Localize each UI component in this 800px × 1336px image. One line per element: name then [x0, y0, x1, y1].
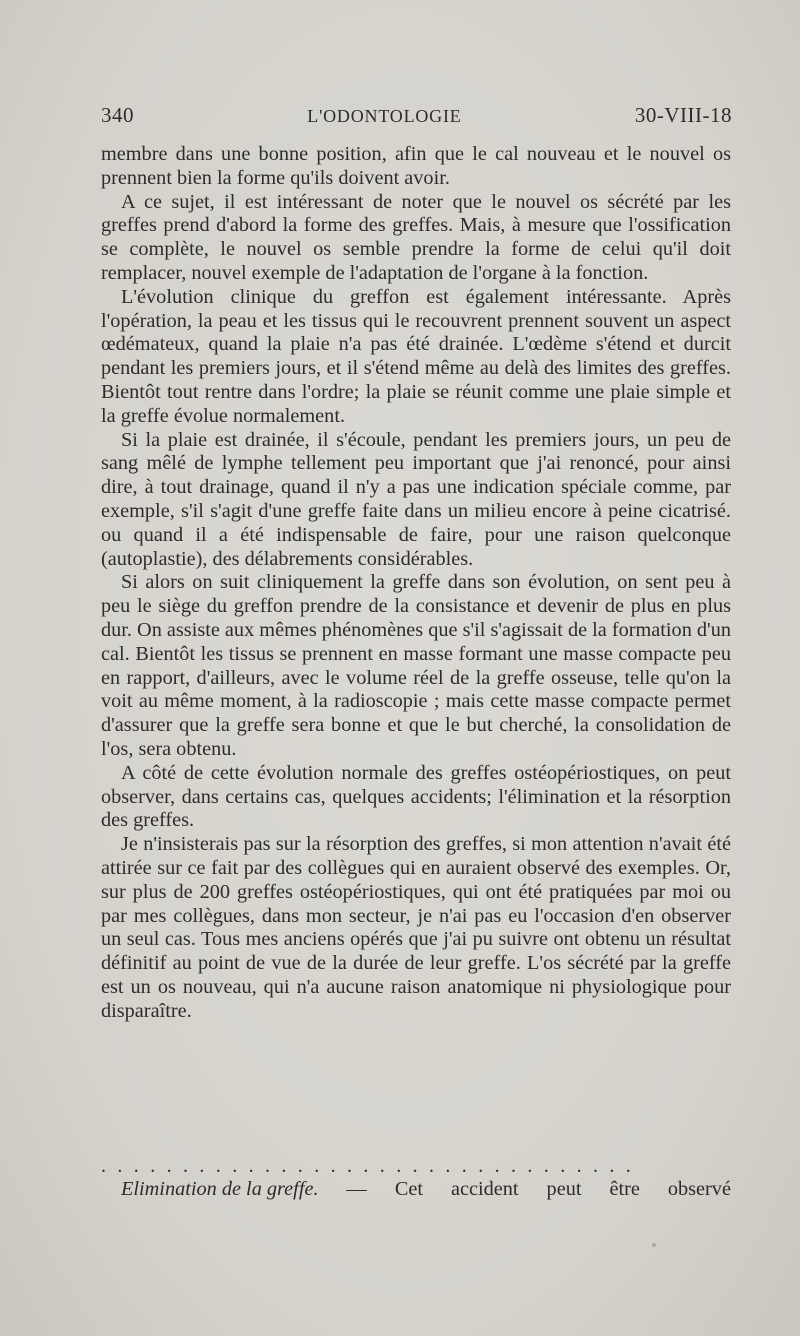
paragraph-6: A côté de cette évolution normale des greffes ostéopériostiques, on peut observer, dans certains cas, quelques accidents; l'élimination et la résorption des greffes. — [101, 761, 731, 832]
paragraph-5: Si alors on suit cliniquement la greffe dans son évolution, on sent peu à peu le siège du greffon prendre de la consistance et devenir de plus en plus dur. On assiste aux mêmes phénomènes que s'il s'agissait de la formation d'un cal. Bientôt les tissus se prennent en masse formant une masse compacte peu en rapport, d'ailleurs, avec le volume réel de la greffe osseuse, telle qu'on la voit au même moment, à la radioscopie ; mais cette masse compacte permet d'assurer que la greffe sera bonne et que le but cherché, la consolidation de l'os, sera obtenu. — [101, 571, 731, 760]
section-start-line — [121, 1178, 731, 1202]
paper-speck — [652, 1243, 656, 1247]
em-dash: — — [346, 1178, 367, 1200]
section-heading: Elimination de la greffe. — [121, 1178, 319, 1200]
word: observé — [667, 1178, 731, 1200]
issue-date: 30-VIII-18 — [634, 103, 732, 127]
running-header — [101, 103, 732, 133]
paragraph-3: L'évolution clinique du greffon est également intéressante. Après l'opération, la peau et les tissus qui le recouvrent prennent souvent un aspect œdémateux, quand la plaie n'a pas été drainée. L'œdème s'étend et durcit pendant les premiers jours, et il s'étend même au delà des limites des greffes. Bientôt tout rentre dans l'ordre; la plaie se réunit comme une plaie simple et la greffe évolue normalement. — [101, 285, 731, 427]
page-number: 340 — [101, 103, 134, 127]
paragraph-2: A ce sujet, il est intéressant de noter que le nouvel os sécrété par les greffes prend d'abord la forme des greffes. Mais, à mesure que l'ossification se complète, le nouvel os semble prendre la forme de celui qu'il doit remplacer, nouvel exemple de l'adaptation de l'organe à la fonction. — [101, 190, 731, 284]
paragraph-4: Si la plaie est drainée, il s'écoule, pendant les premiers jours, un peu de sang mêlé de lymphe tellement peu important que j'ai renoncé, pour ainsi dire, à tout drainage, quand il n'y a pas une indication spéciale comme, par exemple, s'il s'agit d'une greffe faite dans un milieu encore à peine cicatrisé. ou quand il a été indispensable de faire, pour une raison quelconque (autoplastie), des délabrements considérables. — [101, 428, 731, 570]
paragraph-7: Je n'insisterais pas sur la résorption des greffes, si mon attention n'avait été attirée sur ce fait par des collègues qui en auraient observé des exemples. Or, sur plus de 200 greffes ostéopériostiques, qui ont été pratiquées par moi ou par mes collègues, dans mon secteur, je n'ai pas eu l'occasion d'en observer un seul cas. Tous mes anciens opérés que j'ai pu suivre ont obtenu un résultat définitif au point de vue de la durée de leur greffe. L'os sécrété par la greffe est un os nouveau, qui n'a aucune raison anatomique ni physiologique pour disparaître. — [101, 833, 731, 1022]
word: être — [609, 1178, 640, 1200]
paragraph-1: membre dans une bonne position, afin que le cal nouveau et le nouvel os prennent bien la forme qu'ils doivent avoir. — [101, 143, 731, 189]
ellipsis-row: ................................. — [101, 1156, 643, 1176]
word: peut — [546, 1178, 582, 1200]
word: accident — [450, 1178, 519, 1200]
word: Cet — [394, 1178, 423, 1200]
journal-title: L'ODONTOLOGIE — [307, 106, 462, 126]
body-text — [101, 143, 731, 1023]
